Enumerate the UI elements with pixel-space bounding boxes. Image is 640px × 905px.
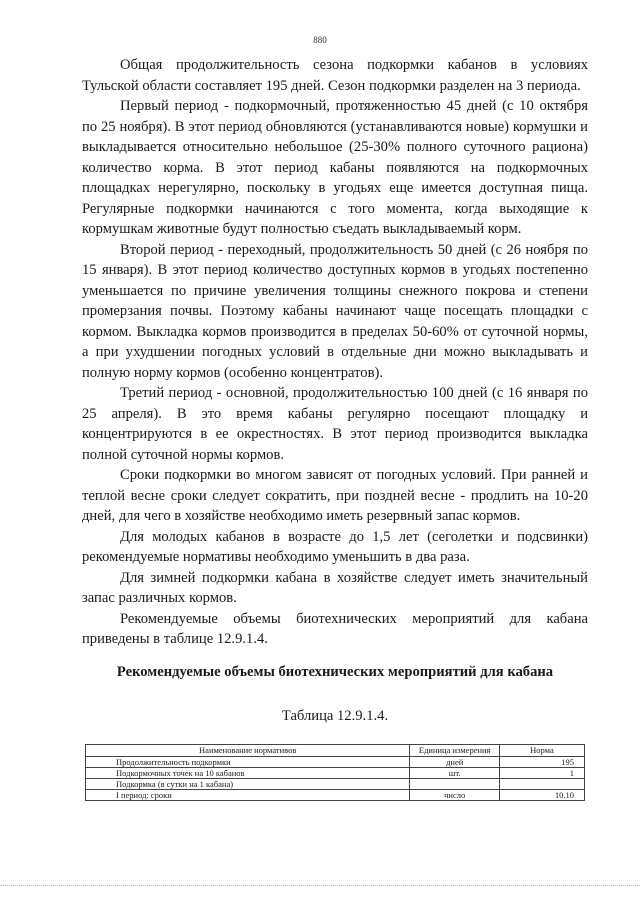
paragraph: Первый период - подкормочный, протяженностью 45 дней (с 10 октября по 25 ноября). В этот период обновляются (устанавливаются новые) кормушки и выкладывается относительно небольшое (25-30% полного суточного рациона) количество корма. В этот период кабаны появляются на подкормочных площадках нерегулярно, поскольку в угодьях еще имеется доступная пища. Регулярные подкормки начинаются с того момента, когда выходящие к кормушкам животные будут полностью съедать выкладываемый корм. <box>82 98 588 237</box>
table-row <box>86 768 585 779</box>
section-heading: Рекомендуемые объемы биотехнических мероприятий для кабана <box>116 664 554 680</box>
table-row <box>86 790 585 801</box>
cell-norm: 195 <box>499 757 584 768</box>
cell-name: I период: сроки <box>86 790 410 801</box>
table-row <box>86 779 585 790</box>
paragraph: Сроки подкормки во многом зависят от погодных условий. При ранней и теплой весне сроки следует сократить, при поздней весне - продлить на 10-20 дней, для чего в хозяйстве необходимо иметь резервный запас кормов. <box>82 467 588 524</box>
header-name: Наименование нормативов <box>86 745 410 757</box>
cell-unit: шт. <box>410 768 499 779</box>
table-caption: Таблица 12.9.1.4. <box>281 708 389 724</box>
cell-unit: число <box>410 790 499 801</box>
body-text <box>82 55 588 650</box>
table-row <box>86 757 585 768</box>
cell-norm <box>499 779 584 790</box>
table-header-row <box>86 745 585 757</box>
paragraph: Рекомендуемые объемы биотехнических мероприятий для кабана приведены в таблице 12.9.1.4. <box>82 610 588 647</box>
header-unit: Единица измерения <box>410 745 499 757</box>
paragraph: Второй период - переходный, продолжительность 50 дней (с 26 ноября по 15 января). В этот период количество доступных кормов в угодьях постепенно уменьшается по причине увеличения толщины снежного покрова и степени промерзания почвы. Поэтому кабаны начинают чаще посещать площадки с кормом. Выкладка кормов производится в пределах 50-60% от суточной нормы, а при ухудшении погодных условий в отдельные дни можно выкладывать и полную норму кормов (особенно концентратов). <box>82 241 588 381</box>
norms-table <box>85 744 585 801</box>
header-norm: Норма <box>499 745 584 757</box>
cell-norm: 1 <box>499 768 584 779</box>
cell-unit: дней <box>410 757 499 768</box>
scan-edge-artifact <box>0 885 640 888</box>
cell-name: Подкормка (в сутки на 1 кабана) <box>86 779 410 790</box>
paragraph: Для зимней подкормки кабана в хозяйстве следует иметь значительный запас различных кормов. <box>82 569 588 606</box>
cell-unit <box>410 779 499 790</box>
paragraph: Общая продолжительность сезона подкормки кабанов в условиях Тульской области составляет 195 дней. Сезон подкормки разделен на 3 периода. <box>82 57 588 94</box>
page-number: 880 <box>313 35 327 45</box>
cell-name: Подкормочных точек на 10 кабанов <box>86 768 410 779</box>
cell-name: Продолжительность подкормки <box>86 757 410 768</box>
paragraph: Для молодых кабанов в возрасте до 1,5 лет (сеголетки и подсвинки) рекомендуемые нормативы необходимо уменьшить в два раза. <box>82 528 588 565</box>
paragraph: Третий период - основной, продолжительностью 100 дней (с 16 января по 25 апреля). В это время кабаны регулярно посещают площадку и концентрируются в ее окрестностях. В этот период производится выкладка полной суточной нормы кормов. <box>82 385 588 463</box>
cell-norm: 10.10 <box>499 790 584 801</box>
